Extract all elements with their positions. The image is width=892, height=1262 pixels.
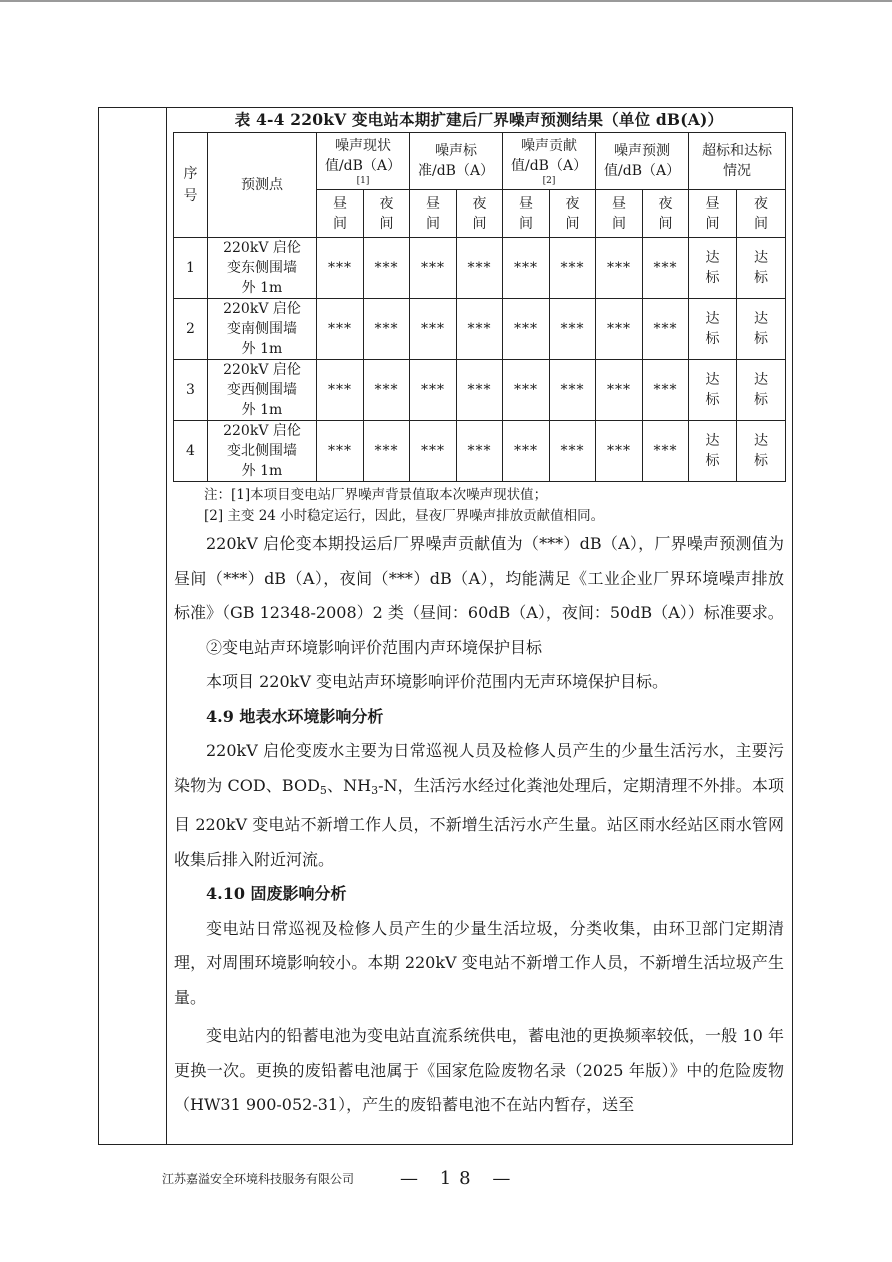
section-heading-solid-waste: 4.10 固废影响分析 <box>206 884 347 903</box>
cell-value: *** <box>503 238 550 299</box>
paragraph-no-targets: 本项目 220kV 变电站声环境影响评价范围内无声环境保护目标。 <box>206 672 668 691</box>
main-content <box>174 108 784 1123</box>
cell-value: *** <box>550 421 596 482</box>
table-title: 表 4-4 220kV 变电站本期扩建后厂界噪声预测结果（单位 dB(A)） <box>234 110 724 129</box>
cell-value: *** <box>643 360 689 421</box>
header-day: 昼间 <box>503 190 550 238</box>
cell-value: *** <box>364 421 410 482</box>
row-point: 220kV 启伦变东侧围墙外 1m <box>208 238 317 299</box>
cell-value: *** <box>364 238 410 299</box>
subscript: 5 <box>319 783 327 797</box>
header-point: 预测点 <box>208 133 317 238</box>
header-night: 夜间 <box>550 190 596 238</box>
content-frame <box>98 107 793 1145</box>
cell-value: *** <box>457 238 503 299</box>
header-predicted: 噪声预测值/dB（A） <box>596 133 689 190</box>
paragraph-surface-water <box>174 734 784 877</box>
table-row <box>174 421 786 482</box>
cell-value: *** <box>317 299 364 360</box>
cell-value: *** <box>410 238 457 299</box>
cell-value: *** <box>457 360 503 421</box>
row-seq: 4 <box>174 421 208 482</box>
cell-value: *** <box>410 360 457 421</box>
status-cell: 达标 <box>737 299 786 360</box>
paragraph-subheading: ②变电站声环境影响评价范围内声环境保护目标 <box>206 637 543 657</box>
frame-left-column-divider <box>166 108 167 1144</box>
noise-prediction-table <box>173 132 786 482</box>
cell-value: *** <box>550 299 596 360</box>
header-day: 昼间 <box>317 190 364 238</box>
table-row <box>174 299 786 360</box>
header-night: 夜间 <box>737 190 786 238</box>
cell-value: *** <box>596 360 643 421</box>
cell-value: *** <box>596 421 643 482</box>
table-notes <box>174 485 784 527</box>
cell-value: *** <box>643 238 689 299</box>
header-night: 夜间 <box>643 190 689 238</box>
cell-value: *** <box>457 299 503 360</box>
cell-value: *** <box>596 299 643 360</box>
cell-value: *** <box>364 299 410 360</box>
paragraph-surface-water-part: 220kV 启伦变废水主要为日常巡视人员及检修人员产生的少量生活污水，主要污染物为 COD、BOD <box>174 741 784 795</box>
header-current-ref: [1] <box>356 176 370 186</box>
cell-value: *** <box>596 238 643 299</box>
paragraph-noise-result: 220kV 启伦变本期投运后厂界噪声贡献值为（***）dB（A），厂界噪声预测值为昼间（***）dB（A），夜间（***）dB（A），均能满足《工业企业厂界环境噪声排放标准》（GB 12348-2008）2 类（昼间：60dB（A），夜间：50dB（A））标准要求。 <box>174 534 784 622</box>
header-current: 噪声现状值/dB（A） [1] <box>317 133 410 190</box>
row-point: 220kV 启伦变北侧围墙外 1m <box>208 421 317 482</box>
paragraph-solid-waste: 变电站日常巡视及检修人员产生的少量生活垃圾，分类收集，由环卫部门定期清理，对周围环境影响较小。本期 220kV 变电站不新增工作人员，不新增生活垃圾产生量。 <box>174 918 784 1007</box>
header-day: 昼间 <box>689 190 737 238</box>
top-border-line <box>0 0 892 2</box>
cell-value: *** <box>643 299 689 360</box>
cell-value: *** <box>503 421 550 482</box>
row-seq: 3 <box>174 360 208 421</box>
cell-value: *** <box>317 421 364 482</box>
table-note: 注：[1]本项目变电站厂界噪声背景值取本次噪声现状值； <box>204 487 548 503</box>
footer-company: 江苏嘉溢安全环境科技服务有限公司 <box>162 1172 355 1186</box>
header-contribution: 噪声贡献值/dB（A） [2] <box>503 133 596 190</box>
cell-value: *** <box>643 421 689 482</box>
header-day: 昼间 <box>596 190 643 238</box>
row-point: 220kV 启伦变西侧围墙外 1m <box>208 360 317 421</box>
header-night: 夜间 <box>364 190 410 238</box>
header-night: 夜间 <box>457 190 503 238</box>
row-seq: 2 <box>174 299 208 360</box>
cell-value: *** <box>550 360 596 421</box>
paragraph-surface-water-part: -N，生活污水经过化粪池处理后，定期清理不外排。本项目 220kV 变电站不新增工作人员，不新增生活污水产生量。站区雨水经站区雨水管网收集后排入附近河流。 <box>174 775 784 869</box>
cell-value: *** <box>317 360 364 421</box>
page-footer <box>162 1166 762 1192</box>
header-seq: 序号 <box>174 133 208 238</box>
status-cell: 达标 <box>689 421 737 482</box>
row-point: 220kV 启伦变南侧围墙外 1m <box>208 299 317 360</box>
cell-value: *** <box>410 299 457 360</box>
paragraph-surface-water-part: 、NH <box>326 775 372 795</box>
cell-value: *** <box>457 421 503 482</box>
header-standard: 噪声标准/dB（A） <box>410 133 503 190</box>
header-status: 超标和达标情况 <box>689 133 786 190</box>
table-row <box>174 360 786 421</box>
section-heading-surface-water: 4.9 地表水环境影响分析 <box>206 706 384 726</box>
table-note: [2] 主变 24 小时稳定运行，因此，昼夜厂界噪声排放贡献值相同。 <box>204 508 605 524</box>
cell-value: *** <box>550 238 596 299</box>
cell-value: *** <box>410 421 457 482</box>
header-day: 昼间 <box>410 190 457 238</box>
cell-value: *** <box>503 360 550 421</box>
table-row <box>174 238 786 299</box>
row-seq: 1 <box>174 238 208 299</box>
status-cell: 达标 <box>689 238 737 299</box>
cell-value: *** <box>503 299 550 360</box>
cell-value: *** <box>364 360 410 421</box>
status-cell: 达标 <box>689 360 737 421</box>
subscript: 3 <box>371 783 379 797</box>
page-number: — 18 — <box>400 1168 519 1189</box>
status-cell: 达标 <box>737 421 786 482</box>
cell-value: *** <box>317 238 364 299</box>
status-cell: 达标 <box>737 238 786 299</box>
status-cell: 达标 <box>737 360 786 421</box>
paragraph-battery: 变电站内的铅蓄电池为变电站直流系统供电，蓄电池的更换频率较低，一般 10 年更换一次。更换的废铅蓄电池属于《国家危险废物名录（2025 年版）》中的危险废物（HW31 900-052-31），产生的废铅蓄电池不在站内暂存，送至 <box>174 1026 784 1114</box>
status-cell: 达标 <box>689 299 737 360</box>
header-contribution-ref: [2] <box>542 176 556 186</box>
